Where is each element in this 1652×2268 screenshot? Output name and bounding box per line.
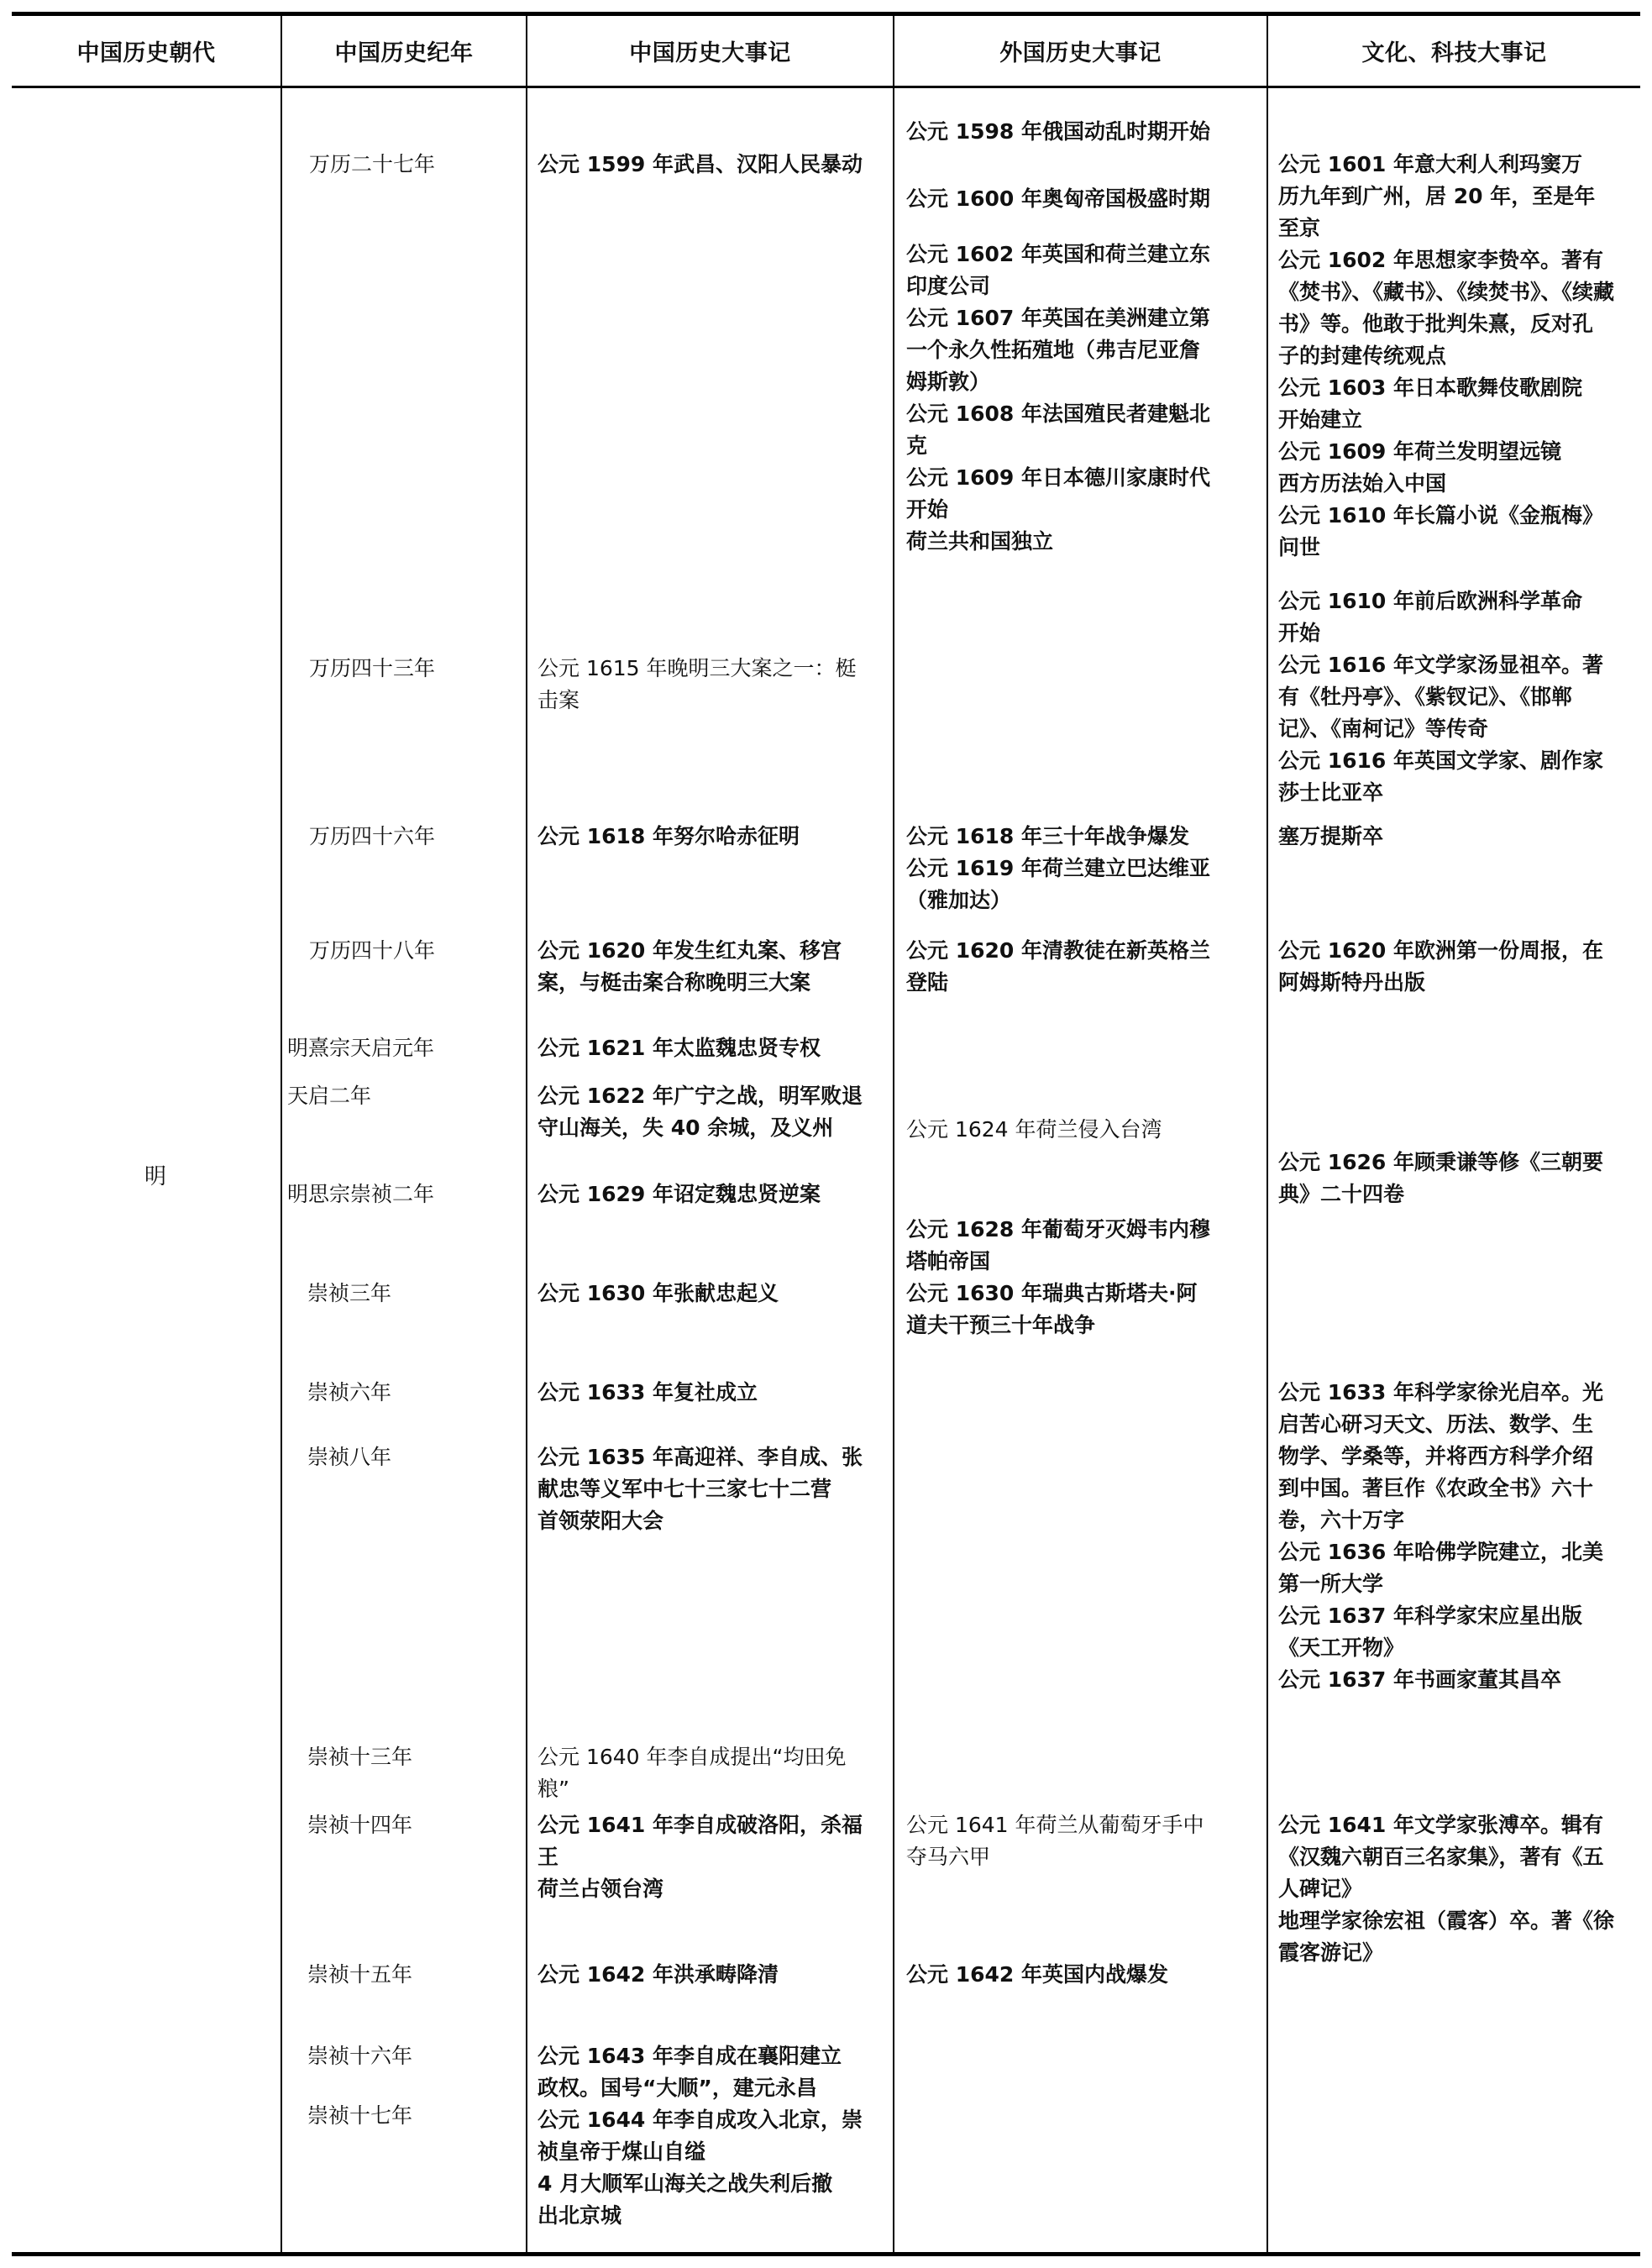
year-cell: 明思宗崇祯二年 bbox=[287, 1182, 435, 1206]
foreign-event: 公元 1618 年三十年战争爆发 公元 1619 年荷兰建立巴达维亚 （雅加达） bbox=[906, 824, 1210, 912]
year-cell: 崇祯十六年 bbox=[307, 2044, 413, 2068]
culture-event: 公元 1633 年科学家徐光启卒。光 启苦心研习天文、历法、数学、生 物学、学桑等，并将西方科学介绍 到中国。著巨作《农政全书》六十 卷，六十万字 公元 1636 年哈佛学院建立，北美 第一所大学 公元 1637 年科学家宋应星出版 《天工开物》 公元 1637 年书画家董其昌卒 bbox=[1278, 1380, 1603, 1692]
year-cell: 万历四十八年 bbox=[309, 938, 436, 963]
china-event: 公元 1641 年李自成破洛阳，杀福 王 荷兰占领台湾 bbox=[538, 1813, 863, 1901]
foreign-event: 公元 1620 年清教徒在新英格兰 登陆 bbox=[906, 938, 1210, 995]
header-dynasty: 中国历史朝代 bbox=[76, 40, 216, 66]
header-rule bbox=[12, 86, 1640, 88]
table-bottom-rule bbox=[12, 2252, 1640, 2256]
year-cell: 崇祯三年 bbox=[307, 1281, 392, 1305]
culture-event: 公元 1641 年文学家张溥卒。辑有 《汉魏六朝百三名家集》，著有《五 人碑记》 地理学家徐宏祖（霞客）卒。著《徐 霞客游记》 bbox=[1278, 1813, 1615, 1965]
year-cell: 崇祯十五年 bbox=[307, 1962, 413, 1987]
year-cell: 崇祯六年 bbox=[307, 1380, 392, 1404]
china-event: 公元 1621 年太监魏忠贤专权 bbox=[538, 1036, 821, 1060]
culture-event: 公元 1620 年欧洲第一份周报，在 阿姆斯特丹出版 bbox=[1278, 938, 1603, 995]
year-cell: 崇祯八年 bbox=[307, 1445, 392, 1469]
china-event: 公元 1615 年晚明三大案之一：梃 击案 bbox=[538, 656, 857, 712]
china-event: 公元 1642 年洪承畴降清 bbox=[538, 1962, 779, 1987]
year-cell: 天启二年 bbox=[287, 1084, 372, 1108]
column-divider bbox=[1267, 14, 1268, 2253]
header-culture-events: 文化、科技大事记 bbox=[1361, 40, 1547, 66]
foreign-event: 公元 1598 年俄国动乱时期开始 bbox=[906, 119, 1210, 144]
china-event: 公元 1629 年诏定魏忠贤逆案 bbox=[538, 1182, 821, 1206]
year-cell: 崇祯十三年 bbox=[307, 1745, 413, 1769]
header-year: 中国历史纪年 bbox=[334, 40, 474, 66]
year-cell: 万历二十七年 bbox=[309, 152, 436, 176]
foreign-event: 公元 1600 年奥匈帝国极盛时期 bbox=[906, 186, 1210, 211]
culture-event: 公元 1601 年意大利人利玛窦万 历九年到广州，居 20 年，至是年 至京 公元 1602 年思想家李贽卒。著有 《焚书》、《藏书》、《续焚书》、《续藏 书》等。他敢于批判朱熹，反对孔 子的封建传统观点 公元 1603 年日本歌舞伎歌剧院 开始建立 公元 1609 年荷兰发明望远镜 西方历法始入中国 公元 1610 年长篇小说《金瓶梅》 问世 bbox=[1278, 152, 1615, 559]
china-event: 公元 1633 年复社成立 bbox=[538, 1380, 758, 1404]
china-event: 公元 1643 年李自成在襄阳建立 政权。国号“大顺”，建元永昌 公元 1644 年李自成攻入北京，崇 祯皇帝于煤山自缢 4 月大顺军山海关之战失利后撤 出北京城 bbox=[538, 2044, 863, 2228]
china-event: 公元 1599 年武昌、汉阳人民暴动 bbox=[538, 152, 863, 176]
china-event: 公元 1618 年努尔哈赤征明 bbox=[538, 824, 800, 848]
culture-event: 公元 1626 年顾秉谦等修《三朝要 典》二十四卷 bbox=[1278, 1150, 1603, 1206]
foreign-event: 公元 1628 年葡萄牙灭姆韦内穆 塔帕帝国 公元 1630 年瑞典古斯塔夫·阿 道夫干预三十年战争 bbox=[906, 1217, 1210, 1337]
year-cell: 明熹宗天启元年 bbox=[287, 1036, 435, 1060]
header-china-events: 中国历史大事记 bbox=[629, 40, 791, 66]
china-event: 公元 1622 年广宁之战，明军败退 守山海关，失 40 余城，及义州 bbox=[538, 1084, 863, 1140]
china-event: 公元 1640 年李自成提出“均田免 粮” bbox=[538, 1745, 847, 1801]
year-cell: 万历四十六年 bbox=[309, 824, 436, 848]
column-divider bbox=[281, 14, 282, 2253]
china-event: 公元 1635 年高迎祥、李自成、张 献忠等义军中七十三家七十二营 首领荥阳大会 bbox=[538, 1445, 863, 1533]
foreign-event: 公元 1642 年英国内战爆发 bbox=[906, 1962, 1168, 1987]
foreign-event: 公元 1602 年英国和荷兰建立东 印度公司 公元 1607 年英国在美洲建立第 一个永久性拓殖地（弗吉尼亚詹 姆斯敦） 公元 1608 年法国殖民者建魁北 克 公元 1609 年日本德川家康时代 开始 荷兰共和国独立 bbox=[906, 242, 1210, 554]
year-cell: 万历四十三年 bbox=[309, 656, 436, 680]
foreign-event: 公元 1641 年荷兰从葡萄牙手中 夺马六甲 bbox=[906, 1813, 1204, 1869]
column-divider bbox=[526, 14, 527, 2253]
column-divider bbox=[893, 14, 894, 2253]
china-event: 公元 1620 年发生红丸案、移宫 案，与梃击案合称晚明三大案 bbox=[538, 938, 842, 995]
foreign-event: 公元 1624 年荷兰侵入台湾 bbox=[906, 1117, 1162, 1142]
year-cell: 崇祯十七年 bbox=[307, 2103, 413, 2128]
culture-event: 塞万提斯卒 bbox=[1278, 824, 1384, 848]
dynasty-name: 明 bbox=[144, 1164, 167, 1189]
culture-event: 公元 1610 年前后欧洲科学革命 开始 公元 1616 年文学家汤显祖卒。著 有《牡丹亭》、《紫钗记》、《邯郸 记》、《南柯记》等传奇 公元 1616 年英国文学家、剧作家 莎士比亚卒 bbox=[1278, 589, 1603, 805]
header-foreign-events: 外国历史大事记 bbox=[999, 40, 1162, 66]
china-event: 公元 1630 年张献忠起义 bbox=[538, 1281, 779, 1305]
year-cell: 崇祯十四年 bbox=[307, 1813, 413, 1837]
